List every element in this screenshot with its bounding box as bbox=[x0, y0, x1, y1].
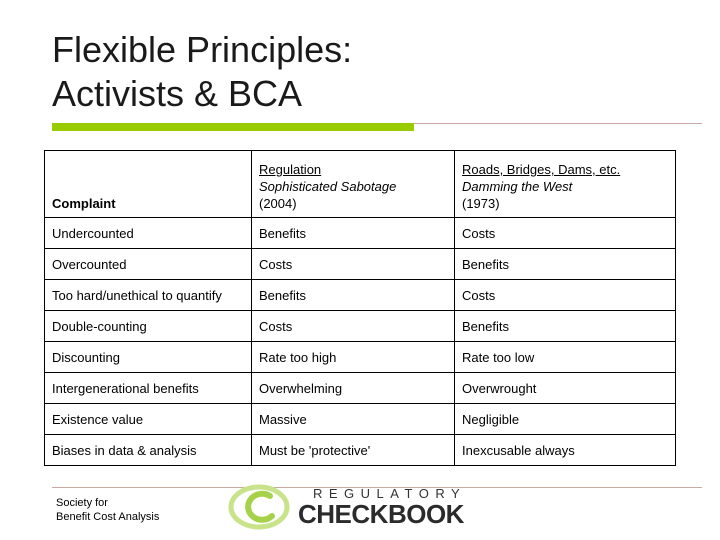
cell-infrastructure: Costs bbox=[455, 280, 676, 311]
slide-title bbox=[52, 28, 352, 116]
title-accent-bar bbox=[52, 123, 414, 131]
cell-complaint: Biases in data & analysis bbox=[45, 435, 252, 466]
table-row bbox=[45, 218, 676, 249]
table-row bbox=[45, 280, 676, 311]
cell-infrastructure: Costs bbox=[455, 218, 676, 249]
cell-infrastructure: Negligible bbox=[455, 404, 676, 435]
logo-word-regulatory: REGULATORY bbox=[313, 486, 467, 501]
cell-regulation: Costs bbox=[252, 311, 455, 342]
header-infrastructure-year: (1973) bbox=[462, 196, 500, 211]
footer-org-line-1: Society for bbox=[56, 497, 108, 509]
cell-infrastructure: Benefits bbox=[455, 311, 676, 342]
table-row bbox=[45, 311, 676, 342]
cell-regulation: Benefits bbox=[252, 218, 455, 249]
header-regulation-year: (2004) bbox=[259, 196, 297, 211]
cell-complaint: Discounting bbox=[45, 342, 252, 373]
table-row bbox=[45, 435, 676, 466]
footer-org-line-2: Benefit Cost Analysis bbox=[56, 511, 160, 523]
cell-regulation: Rate too high bbox=[252, 342, 455, 373]
cell-regulation: Benefits bbox=[252, 280, 455, 311]
cell-infrastructure: Inexcusable always bbox=[455, 435, 676, 466]
cell-regulation: Must be 'protective' bbox=[252, 435, 455, 466]
cell-infrastructure: Overwrought bbox=[455, 373, 676, 404]
slide-title-line-1: Flexible Principles: bbox=[52, 29, 353, 70]
footer-organization bbox=[56, 496, 159, 524]
cell-complaint: Overcounted bbox=[45, 249, 252, 280]
table-row bbox=[45, 249, 676, 280]
table-row bbox=[45, 373, 676, 404]
cell-infrastructure: Benefits bbox=[455, 249, 676, 280]
logo-word-checkbook: CHECKBOOK bbox=[298, 499, 464, 529]
header-infrastructure-subtitle: Damming the West bbox=[462, 179, 573, 194]
cell-infrastructure: Rate too low bbox=[455, 342, 676, 373]
cell-regulation: Massive bbox=[252, 404, 455, 435]
checkbook-swirl-icon bbox=[228, 484, 290, 530]
comparison-table bbox=[44, 150, 676, 466]
header-regulation-subtitle: Sophisticated Sabotage bbox=[259, 179, 397, 194]
header-regulation-title: Regulation bbox=[259, 162, 322, 177]
regulatory-checkbook-logo bbox=[228, 482, 468, 532]
header-infrastructure bbox=[455, 151, 676, 218]
cell-regulation: Costs bbox=[252, 249, 455, 280]
header-complaint: Complaint bbox=[45, 151, 252, 218]
cell-complaint: Too hard/unethical to quantify bbox=[45, 280, 252, 311]
cell-complaint: Undercounted bbox=[45, 218, 252, 249]
cell-complaint: Existence value bbox=[45, 404, 252, 435]
table-row bbox=[45, 342, 676, 373]
cell-complaint: Double-counting bbox=[45, 311, 252, 342]
cell-complaint: Intergenerational benefits bbox=[45, 373, 252, 404]
slide-title-line-2: Activists & BCA bbox=[52, 73, 303, 114]
table-row bbox=[45, 404, 676, 435]
header-infrastructure-title: Roads, Bridges, Dams, etc. bbox=[462, 162, 621, 177]
table-header-row bbox=[45, 151, 676, 218]
header-regulation bbox=[252, 151, 455, 218]
cell-regulation: Overwhelming bbox=[252, 373, 455, 404]
